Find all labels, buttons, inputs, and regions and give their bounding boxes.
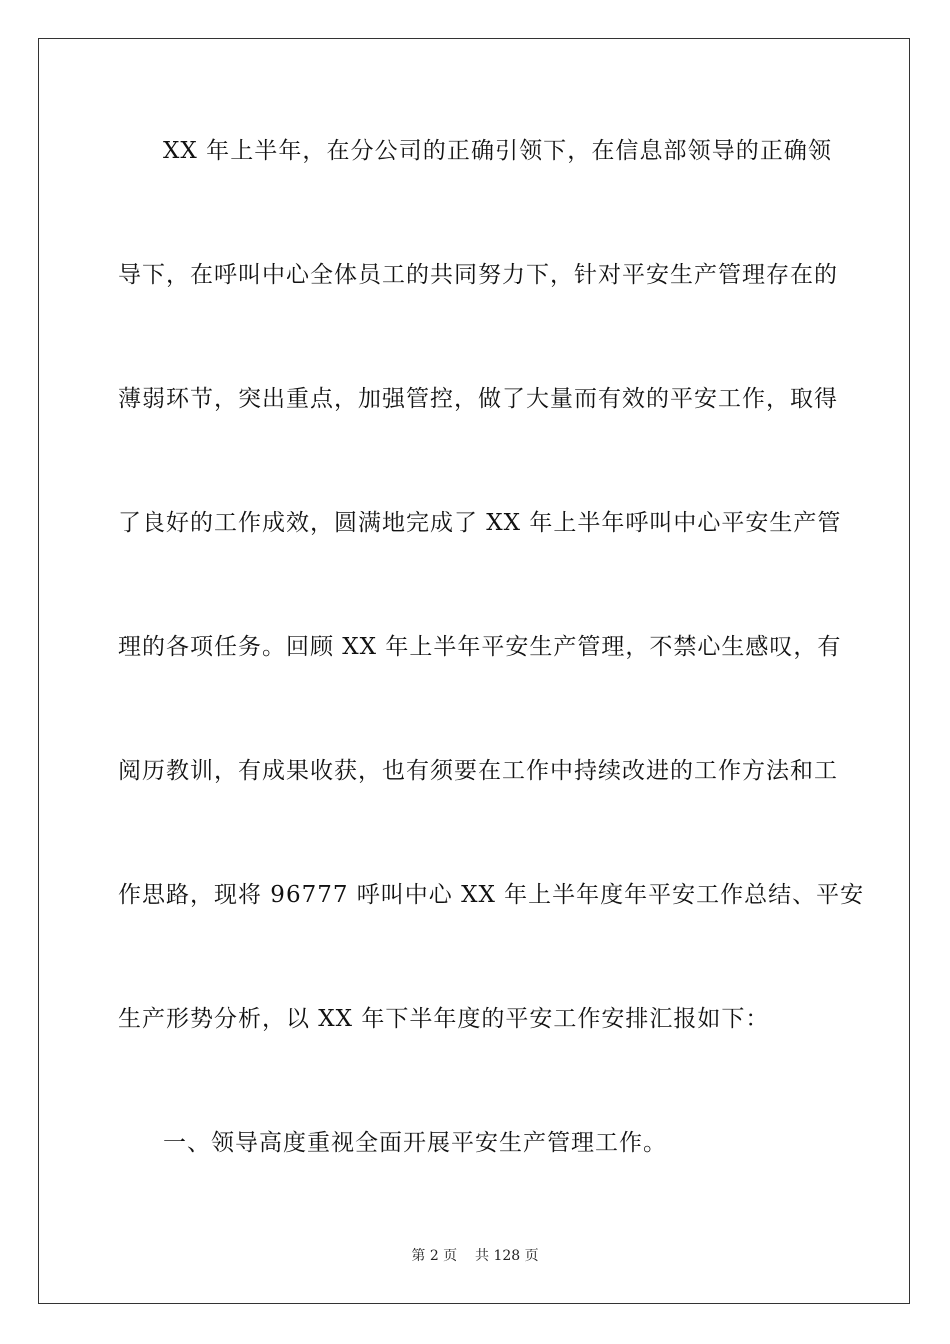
page-total: 共 128 页 — [475, 1248, 539, 1264]
page-footer — [0, 1247, 950, 1265]
paragraph-line-4: 了良好的工作成效，圆满地完成了 XX 年上半年呼叫中心平安生产管 — [118, 510, 842, 536]
page-number: 第 2 页 — [411, 1248, 458, 1264]
section-heading: 一、领导高度重视全面开展平安生产管理工作。 — [163, 1130, 667, 1156]
paragraph-line-3: 薄弱环节，突出重点，加强管控，做了大量而有效的平安工作，取得 — [118, 386, 838, 412]
paragraph-line-6: 阅历教训，有成果收获，也有须要在工作中持续改进的工作方法和工 — [118, 758, 838, 784]
paragraph-line-1: XX 年上半年，在分公司的正确引领下，在信息部领导的正确领 — [163, 138, 832, 164]
paragraph-line-7: 作思路，现将 96777 呼叫中心 XX 年上半年度年平安工作总结、平安 — [118, 882, 865, 908]
page-border — [38, 38, 910, 1304]
paragraph-line-8: 生产形势分析，以 XX 年下半年度的平安工作安排汇报如下： — [118, 1006, 770, 1032]
paragraph-line-5: 理的各项任务。回顾 XX 年上半年平安生产管理，不禁心生感叹，有 — [118, 634, 842, 660]
paragraph-line-2: 导下，在呼叫中心全体员工的共同努力下，针对平安生产管理存在的 — [118, 262, 838, 288]
